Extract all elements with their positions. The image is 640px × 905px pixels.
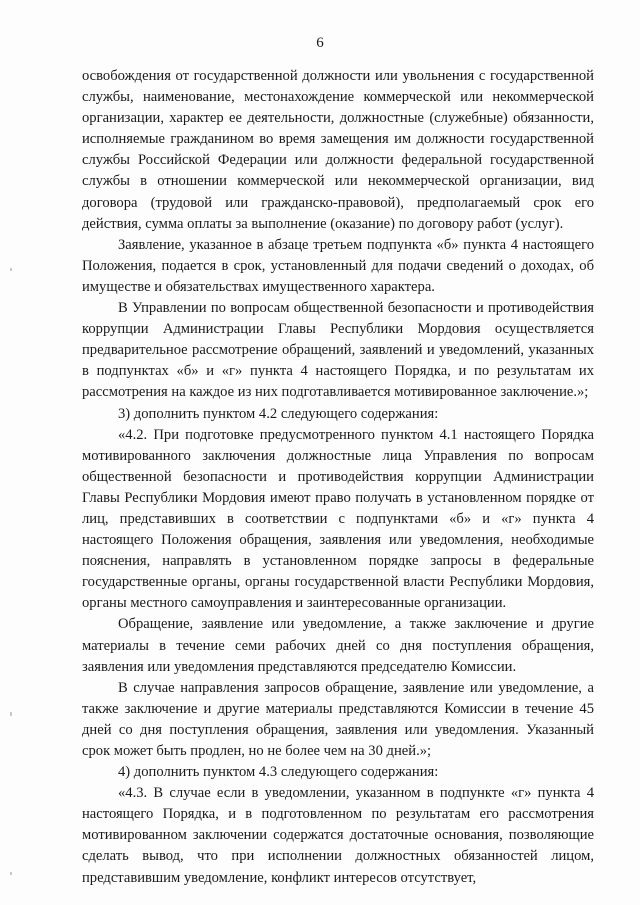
paragraph-continuation: освобождения от государственной должности или увольнения с государственной службы, наименование, местонахождение коммерческой или некоммерческой организации, характер ее деятельности, должностные (служебные) обязанности, исполняемые гражданином во время замещения им должности государственной службы Российской Федерации или должности федеральной государственной службы в отношении коммерческой или некоммерческой организации, вид договора (трудовой или гражданско-правовой), предполагаемый срок его действия, сумма оплаты за выполнение (оказание) по договору работ (услуг). — [82, 68, 594, 232]
paragraph-clause-4-3: «4.3. В случае если в уведомлении, указанном в подпункте «г» пункта 4 настоящего Порядка, и в подготовленном по результатам его рассмотрения мотивированном заключении содержатся достаточные основания, позволяющие сделать вывод, что при исполнении должностных обязанностей лицом, представившим уведомление, конфликт интересов отсутствует, — [82, 785, 594, 886]
page-number: 6 — [316, 35, 324, 51]
scan-edge-mark — [10, 268, 12, 271]
paragraph-amendment-4: 4) дополнить пунктом 4.3 следующего содержания: — [118, 764, 439, 781]
scan-edge-mark — [10, 872, 12, 875]
paragraph-clause-4-2: «4.2. При подготовке предусмотренного пунктом 4.1 настоящего Порядка мотивированного заключения должностные лица Управления по вопросам общественной безопасности и противодействия коррупции Администрации Главы Республики Мордовия имеют право получать в установленном порядке от лиц, представивших в соответствии с подпунктами «б» и «г» пункта 4 настоящего Положения обращения, заявления или уведомления, необходимые пояснения, направлять в установленном порядке запросы в федеральные государственные органы, органы государственной власти Республики Мордовия, органы местного самоуправления и заинтересованные организации. — [82, 426, 594, 612]
paragraph-extended-term: В случае направления запросов обращение, заявление или уведомление, а также заключение и другие материалы представляются Комиссии в течение 45 дней со дня поступления обращения, заявления или уведомления. Указанный срок может быть продлен, но не более чем на 30 дней.»; — [82, 679, 594, 759]
scan-edge-mark — [10, 712, 12, 716]
paragraph-amendment-3: 3) дополнить пунктом 4.2 следующего содержания: — [118, 405, 439, 422]
paragraph-application-deadline: Заявление, указанное в абзаце третьем подпункта «б» пункта 4 настоящего Положения, подается в срок, установленный для подачи сведений о доходах, об имуществе и обязательствах имущественного характера. — [82, 236, 594, 295]
document-body — [82, 66, 594, 889]
paragraph-submission-term: Обращение, заявление или уведомление, а также заключение и другие материалы в течение семи рабочих дней со дня поступления обращения, заявления или уведомления представляются председателю Комиссии. — [82, 616, 594, 675]
paragraph-preliminary-review: В Управлении по вопросам общественной безопасности и противодействия коррупции Администрации Главы Республики Мордовия осуществляется предварительное рассмотрение обращений, заявлений и уведомлений, указанных в подпунктах «б» и «г» пункта 4 настоящего Порядка, и по результатам их рассмотрения на каждое из них подготавливается мотивированное заключение.»; — [82, 300, 594, 401]
